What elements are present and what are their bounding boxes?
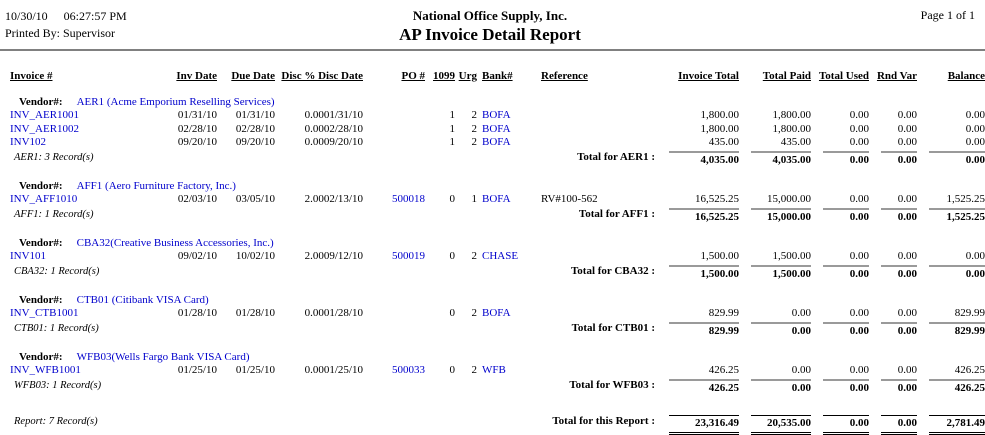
table-row bbox=[5, 193, 985, 207]
record-count: AFF1: 1 Record(s) bbox=[14, 208, 94, 220]
table-row bbox=[5, 136, 985, 150]
rnd-var-cell: 0.00 bbox=[869, 208, 917, 225]
table-row bbox=[5, 250, 985, 264]
col-disc: Disc % Disc Date bbox=[281, 70, 363, 82]
total-paid-cell: 20,535.00 bbox=[739, 415, 811, 435]
reference-cell: RV#100-562 bbox=[541, 193, 598, 205]
total-paid-cell: 435.00 bbox=[780, 136, 811, 148]
invoice-link[interactable]: INV_WFB1001 bbox=[10, 364, 81, 376]
reference-cell bbox=[527, 123, 657, 137]
table-row bbox=[5, 364, 985, 378]
total-used-cell: 0.00 bbox=[811, 379, 869, 396]
vendor-total-row bbox=[5, 265, 985, 282]
invoice-total-cell: 16,525.25 bbox=[695, 193, 739, 205]
disc-cell: 2.0009/12/10 bbox=[304, 250, 363, 262]
invoice-total-cell: 829.99 bbox=[657, 322, 739, 339]
reference-cell bbox=[527, 364, 657, 378]
report-total-row bbox=[5, 415, 985, 435]
page-number: Page 1 of 1 bbox=[920, 8, 975, 22]
inv-date-cell: 09/02/10 bbox=[177, 250, 217, 262]
1099-cell: 0 bbox=[449, 307, 455, 319]
invoice-total-cell: 1,800.00 bbox=[700, 109, 739, 121]
col-rnd-var: Rnd Var bbox=[876, 70, 917, 82]
balance-cell: 426.25 bbox=[954, 364, 985, 376]
balance-cell: 1,525.25 bbox=[917, 208, 985, 225]
total-used-cell: 0.00 bbox=[811, 415, 869, 435]
report-record-count: Report: 7 Record(s) bbox=[14, 415, 98, 427]
total-used-cell: 0.00 bbox=[849, 250, 869, 262]
vendor-total-label: Total for AFF1 : bbox=[578, 207, 655, 220]
vendor-total-label: Total for CBA32 : bbox=[570, 264, 655, 277]
vendor-row bbox=[5, 236, 985, 251]
bank-link[interactable]: BOFA bbox=[482, 109, 511, 121]
bank-link[interactable]: BOFA bbox=[482, 122, 511, 135]
col-balance: Balance bbox=[947, 70, 985, 82]
col-invoice: Invoice # bbox=[10, 70, 53, 82]
bank-cell bbox=[477, 364, 527, 378]
bank-cell bbox=[477, 250, 527, 264]
rnd-var-cell: 0.00 bbox=[897, 136, 917, 148]
total-paid-cell: 0.00 bbox=[791, 307, 811, 319]
bank-cell bbox=[477, 136, 527, 150]
po-cell bbox=[363, 109, 425, 123]
due-date-cell: 10/02/10 bbox=[235, 250, 275, 262]
1099-cell: 0 bbox=[449, 193, 455, 205]
table-row bbox=[5, 109, 985, 123]
disc-cell: 0.0001/31/10 bbox=[304, 109, 363, 121]
invoice-total-cell: 1,500.00 bbox=[700, 250, 739, 262]
vendor-total-label: Total for CTB01 : bbox=[571, 321, 655, 334]
invoice-link[interactable]: INV_AER1001 bbox=[10, 109, 80, 121]
total-paid-cell: 15,000.00 bbox=[739, 208, 811, 225]
po-cell bbox=[363, 364, 425, 378]
urg-cell: 2 bbox=[471, 364, 477, 376]
due-date-cell: 01/28/10 bbox=[235, 307, 275, 319]
rnd-var-cell: 0.00 bbox=[869, 151, 917, 168]
bank-link[interactable]: BOFA bbox=[482, 307, 511, 319]
total-paid-cell: 1,500.00 bbox=[772, 250, 811, 262]
bank-cell bbox=[477, 109, 527, 123]
total-paid-cell: 1,500.00 bbox=[739, 265, 811, 282]
bank-link[interactable]: WFB bbox=[482, 364, 506, 376]
rnd-var-cell: 0.00 bbox=[897, 109, 917, 121]
urg-cell: 2 bbox=[471, 109, 477, 121]
total-paid-cell: 0.00 bbox=[739, 379, 811, 396]
balance-cell: 0.00 bbox=[965, 136, 985, 148]
vendor-total-row bbox=[5, 379, 985, 396]
balance-cell: 829.99 bbox=[954, 307, 985, 319]
vendor-label: Vendor#: bbox=[19, 293, 63, 306]
vendor-link[interactable]: AFF1 (Aero Furniture Factory, Inc.) bbox=[76, 179, 236, 192]
table-row bbox=[5, 307, 985, 321]
due-date-cell: 01/25/10 bbox=[235, 364, 275, 376]
record-count: CBA32: 1 Record(s) bbox=[14, 265, 100, 277]
reference-cell bbox=[527, 109, 657, 123]
print-date: 10/30/10 bbox=[5, 9, 48, 23]
vendor-label: Vendor#: bbox=[19, 350, 63, 363]
vendor-link[interactable]: WFB03(Wells Fargo Bank VISA Card) bbox=[76, 350, 250, 363]
1099-cell: 1 bbox=[449, 122, 455, 135]
bank-link[interactable]: CHASE bbox=[482, 250, 519, 262]
col-bank: Bank# bbox=[482, 70, 513, 82]
col-total-paid: Total Paid bbox=[762, 70, 811, 82]
total-used-cell: 0.00 bbox=[811, 151, 869, 168]
total-paid-cell: 1,800.00 bbox=[772, 109, 811, 121]
balance-cell: 0.00 bbox=[917, 265, 985, 282]
record-count: WFB03: 1 Record(s) bbox=[14, 379, 102, 391]
invoice-total-cell: 426.25 bbox=[657, 379, 739, 396]
invoice-link[interactable]: INV101 bbox=[10, 250, 47, 262]
due-date-cell: 09/20/10 bbox=[235, 136, 275, 148]
total-used-cell: 0.00 bbox=[811, 208, 869, 225]
rnd-var-cell: 0.00 bbox=[897, 250, 917, 262]
report-heading bbox=[399, 8, 581, 46]
vendor-row bbox=[5, 350, 985, 365]
total-paid-cell: 0.00 bbox=[739, 322, 811, 339]
column-header-row bbox=[5, 70, 985, 84]
vendor-total-label: Total for AER1 : bbox=[577, 150, 655, 163]
company-name: National Office Supply, Inc. bbox=[412, 8, 568, 23]
balance-cell: 0.00 bbox=[965, 109, 985, 121]
balance-cell: 0.00 bbox=[917, 151, 985, 168]
disc-cell: 0.0001/25/10 bbox=[304, 364, 363, 376]
disc-cell: 0.0001/28/10 bbox=[304, 307, 363, 319]
total-used-cell: 0.00 bbox=[849, 136, 869, 148]
vendor-total-row bbox=[5, 208, 985, 225]
col-total-used: Total Used bbox=[818, 70, 869, 82]
col-po: PO # bbox=[401, 70, 425, 82]
invoice-link[interactable]: INV_AFF1010 bbox=[10, 193, 78, 205]
disc-cell: 0.0002/28/10 bbox=[304, 122, 363, 135]
invoice-link[interactable]: INV_AER1002 bbox=[10, 122, 80, 135]
1099-cell: 0 bbox=[449, 250, 455, 262]
invoice-total-cell: 426.25 bbox=[708, 364, 739, 376]
1099-cell: 1 bbox=[449, 136, 455, 148]
invoice-link[interactable]: INV_CTB1001 bbox=[10, 307, 79, 319]
report-total-label: Total for this Report : bbox=[552, 414, 655, 427]
invoice-total-cell: 16,525.25 bbox=[657, 208, 739, 225]
invoice-total-cell: 435.00 bbox=[708, 136, 739, 148]
rnd-var-cell: 0.00 bbox=[897, 122, 917, 135]
col-due-date: Due Date bbox=[231, 70, 275, 82]
due-date-cell: 01/31/10 bbox=[235, 109, 275, 121]
col-1099: 1099 bbox=[433, 70, 455, 82]
vendor-link[interactable]: CTB01 (Citibank VISA Card) bbox=[76, 293, 209, 306]
header-divider bbox=[0, 49, 985, 51]
urg-cell: 2 bbox=[471, 122, 477, 135]
vendor-row bbox=[5, 293, 985, 308]
bank-cell bbox=[477, 307, 527, 321]
record-count: CTB01: 1 Record(s) bbox=[14, 322, 99, 334]
reference-cell bbox=[527, 307, 657, 321]
urg-cell: 1 bbox=[471, 193, 477, 205]
urg-cell: 2 bbox=[471, 136, 477, 148]
col-reference: Reference bbox=[541, 70, 588, 82]
total-paid-cell: 4,035.00 bbox=[739, 151, 811, 168]
vendor-total-row bbox=[5, 322, 985, 339]
invoice-total-cell: 4,035.00 bbox=[657, 151, 739, 168]
total-used-cell: 0.00 bbox=[811, 265, 869, 282]
printed-by: Printed By: Supervisor bbox=[5, 26, 115, 40]
col-inv-date: Inv Date bbox=[176, 70, 217, 82]
urg-cell: 2 bbox=[471, 307, 477, 319]
po-link[interactable]: 500018 bbox=[392, 193, 425, 205]
invoice-link[interactable]: INV102 bbox=[10, 136, 47, 148]
vendor-total-label: Total for WFB03 : bbox=[569, 378, 655, 391]
page-title: AP Invoice Detail Report bbox=[399, 25, 581, 44]
total-used-cell: 0.00 bbox=[849, 109, 869, 121]
inv-date-cell: 02/28/10 bbox=[177, 122, 217, 135]
vendor-label: Vendor#: bbox=[19, 236, 63, 249]
po-link[interactable]: 500019 bbox=[392, 250, 425, 262]
record-count: AER1: 3 Record(s) bbox=[14, 151, 94, 163]
po-link[interactable]: 500033 bbox=[392, 364, 425, 376]
vendor-row bbox=[5, 95, 985, 110]
due-date-cell: 03/05/10 bbox=[235, 193, 275, 205]
total-used-cell: 0.00 bbox=[849, 122, 869, 135]
inv-date-cell: 09/20/10 bbox=[177, 136, 217, 148]
po-cell bbox=[363, 307, 425, 321]
vendor-total-row bbox=[5, 151, 985, 168]
disc-cell: 2.0002/13/10 bbox=[304, 193, 363, 205]
vendor-label: Vendor#: bbox=[19, 179, 63, 192]
due-date-cell: 02/28/10 bbox=[235, 122, 275, 135]
po-cell bbox=[363, 136, 425, 150]
rnd-var-cell: 0.00 bbox=[897, 364, 917, 376]
print-time: 06:27:57 PM bbox=[63, 9, 127, 23]
rnd-var-cell: 0.00 bbox=[869, 265, 917, 282]
print-info bbox=[5, 8, 399, 42]
po-cell bbox=[363, 123, 425, 137]
inv-date-cell: 02/03/10 bbox=[177, 193, 217, 205]
vendor-link[interactable]: AER1 (Acme Emporium Reselling Services) bbox=[76, 95, 275, 108]
rnd-var-cell: 0.00 bbox=[897, 307, 917, 319]
rnd-var-cell: 0.00 bbox=[869, 415, 917, 435]
total-paid-cell: 0.00 bbox=[791, 364, 811, 376]
total-paid-cell: 1,800.00 bbox=[772, 122, 811, 135]
total-used-cell: 0.00 bbox=[849, 364, 869, 376]
bank-cell bbox=[477, 123, 527, 137]
rnd-var-cell: 0.00 bbox=[869, 379, 917, 396]
reference-cell bbox=[527, 136, 657, 150]
col-urg: Urg bbox=[458, 70, 477, 82]
total-used-cell: 0.00 bbox=[849, 307, 869, 319]
total-paid-cell: 15,000.00 bbox=[767, 193, 811, 205]
inv-date-cell: 01/31/10 bbox=[177, 109, 217, 121]
inv-date-cell: 01/28/10 bbox=[177, 307, 217, 319]
invoice-total-cell: 829.99 bbox=[708, 307, 739, 319]
balance-cell: 0.00 bbox=[965, 122, 985, 135]
vendor-row bbox=[5, 179, 985, 194]
bank-link[interactable]: BOFA bbox=[482, 136, 511, 148]
bank-cell bbox=[477, 193, 527, 207]
col-invoice-total: Invoice Total bbox=[678, 70, 739, 82]
inv-date-cell: 01/25/10 bbox=[177, 364, 217, 376]
disc-cell: 0.0009/20/10 bbox=[304, 136, 363, 148]
1099-cell: 1 bbox=[449, 109, 455, 121]
urg-cell: 2 bbox=[471, 250, 477, 262]
invoice-total-cell: 1,500.00 bbox=[657, 265, 739, 282]
bank-link[interactable]: BOFA bbox=[482, 193, 511, 205]
rnd-var-cell: 0.00 bbox=[897, 193, 917, 205]
vendor-link[interactable]: CBA32(Creative Business Accessories, Inc.) bbox=[76, 236, 274, 249]
balance-cell: 0.00 bbox=[965, 250, 985, 262]
rnd-var-cell: 0.00 bbox=[869, 322, 917, 339]
total-used-cell: 0.00 bbox=[811, 322, 869, 339]
vendor-label: Vendor#: bbox=[19, 95, 63, 108]
1099-cell: 0 bbox=[449, 364, 455, 376]
table-row bbox=[5, 123, 985, 137]
balance-cell: 1,525.25 bbox=[946, 193, 985, 205]
invoice-total-cell: 1,800.00 bbox=[700, 122, 739, 135]
balance-cell: 829.99 bbox=[917, 322, 985, 339]
total-used-cell: 0.00 bbox=[849, 193, 869, 205]
reference-cell bbox=[527, 250, 657, 264]
balance-cell: 2,781.49 bbox=[917, 415, 985, 435]
balance-cell: 426.25 bbox=[917, 379, 985, 396]
page-header bbox=[5, 8, 985, 46]
invoice-total-cell: 23,316.49 bbox=[657, 415, 739, 435]
po-cell bbox=[363, 250, 425, 264]
po-cell bbox=[363, 193, 425, 207]
